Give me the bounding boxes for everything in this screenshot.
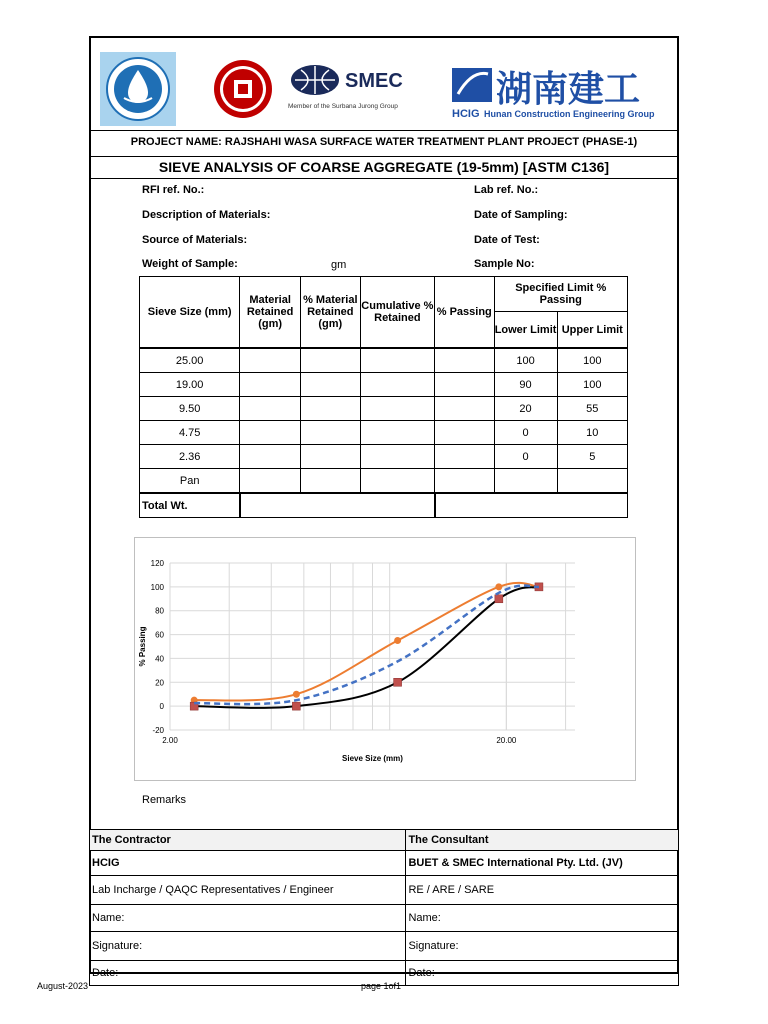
data-point — [394, 637, 401, 644]
table-row — [140, 445, 628, 469]
gradation-chart-svg — [135, 538, 635, 780]
header-specified-limit: Specified Limit % Passing — [494, 277, 627, 312]
table-row — [140, 421, 628, 445]
lower-limit-cell — [494, 469, 557, 494]
smec-logo — [287, 62, 412, 112]
hcig-logo — [450, 64, 662, 120]
upper-limit-cell: 100 — [557, 348, 627, 373]
table-row — [140, 397, 628, 421]
weight-of-sample-label: Weight of Sample: — [142, 258, 238, 270]
upper-limit-cell: 100 — [557, 373, 627, 397]
hcig-abbr: HCIG — [452, 108, 480, 120]
remarks-label: Remarks — [142, 794, 187, 806]
upper-limit-cell: 55 — [557, 397, 627, 421]
lower-limit-cell: 0 — [494, 445, 557, 469]
page-title: SIEVE ANALYSIS OF COARSE AGGREGATE (19-5mm) [ASTM C136] — [158, 159, 610, 175]
consultant-role: RE / ARE / SARE — [406, 876, 679, 905]
hcig-full-name: Hunan Construction Engineering Group — [484, 109, 655, 119]
x-tick-label: 2.00 — [162, 736, 178, 745]
project-name: PROJECT NAME: RAJSHAHI WASA SURFACE WATER TREATMENT PLANT PROJECT (PHASE-1) — [130, 136, 638, 148]
contractor-name-field: Name: — [90, 905, 406, 932]
y-tick-label: 20 — [155, 678, 164, 688]
signoff-table — [89, 829, 679, 986]
consultant-heading: The Consultant — [406, 830, 679, 851]
contractor-date-field: Date: — [90, 961, 406, 986]
buet-logo — [212, 58, 274, 120]
lower-limit-cell: 0 — [494, 421, 557, 445]
gradation-chart — [134, 537, 636, 781]
contractor-heading: The Contractor — [90, 830, 406, 851]
total-weight-value — [240, 493, 435, 518]
date-of-sampling-label: Date of Sampling: — [474, 209, 568, 221]
x-tick-label: 20.00 — [496, 736, 517, 745]
sieve-size-cell: 4.75 — [140, 421, 240, 445]
hcig-chinese-name: 湖南建工 — [496, 69, 641, 110]
y-tick-label: 60 — [155, 630, 164, 640]
sieve-size-cell: 19.00 — [140, 373, 240, 397]
consultant-name-field: Name: — [406, 905, 679, 932]
y-tick-label: 80 — [155, 606, 164, 616]
source-label: Source of Materials: — [142, 234, 248, 246]
smec-wordmark: SMEC — [345, 70, 403, 92]
data-point — [293, 691, 300, 698]
contractor-signature-field: Signature: — [90, 932, 406, 961]
lower-limit-cell: 90 — [494, 373, 557, 397]
table-row — [140, 348, 628, 373]
upper-limit-cell: 10 — [557, 421, 627, 445]
upper-limit-cell — [557, 469, 627, 494]
consultant-date-field: Date: — [406, 961, 679, 986]
table-row — [140, 373, 628, 397]
lab-ref-label: Lab ref. No.: — [474, 184, 539, 196]
upper-limit-cell: 5 — [557, 445, 627, 469]
data-point — [495, 595, 503, 603]
series-line — [194, 583, 539, 701]
footer-date: August-2023 — [37, 981, 89, 991]
header-sieve-size: Sieve Size (mm) — [140, 277, 240, 349]
smec-tagline: Member of the Surbana Jurong Group — [288, 103, 398, 110]
y-tick-label: 0 — [159, 702, 164, 712]
table-row — [140, 469, 628, 494]
data-point — [495, 583, 502, 590]
total-blank — [435, 493, 628, 518]
header-pct-passing: % Passing — [435, 277, 495, 349]
sieve-size-cell: Pan — [140, 469, 240, 494]
sample-no-label: Sample No: — [474, 258, 535, 270]
rfi-ref-label: RFI ref. No.: — [142, 184, 205, 196]
y-tick-label: -20 — [152, 726, 164, 735]
sieve-size-cell: 9.50 — [140, 397, 240, 421]
header-material-retained: Material Retained (gm) — [240, 277, 301, 349]
series-line — [194, 586, 539, 705]
consultant-signature-field: Signature: — [406, 932, 679, 961]
total-row — [140, 493, 628, 518]
lower-limit-cell: 20 — [494, 397, 557, 421]
consultant-name: BUET & SMEC International Pty. Ltd. (JV) — [406, 851, 679, 876]
header-lower-limit: Lower Limit — [494, 312, 557, 348]
footer-page: page 1of1 — [361, 981, 402, 991]
total-weight-label: Total Wt. — [140, 493, 240, 518]
sieve-size-cell: 2.36 — [140, 445, 240, 469]
contractor-role: Lab Incharge / QAQC Representatives / Engineer — [90, 876, 406, 905]
y-tick-label: 120 — [150, 559, 164, 568]
header-pct-material-retained: % Material Retained (gm) — [300, 277, 360, 349]
y-tick-label: 40 — [155, 654, 164, 664]
lower-limit-cell: 100 — [494, 348, 557, 373]
y-axis-label: % Passing — [138, 626, 147, 667]
sieve-size-cell: 25.00 — [140, 348, 240, 373]
y-tick-label: 100 — [150, 582, 164, 592]
data-point — [394, 678, 402, 686]
header-cumulative-retained: Cumulative % Retained — [360, 277, 434, 349]
header-upper-limit: Upper Limit — [557, 312, 627, 348]
rajshahi-wasa-logo — [100, 52, 176, 126]
description-label: Description of Materials: — [142, 209, 271, 221]
x-axis-label: Sieve Size (mm) — [342, 754, 403, 763]
weight-unit: gm — [331, 259, 347, 271]
contractor-name: HCIG — [90, 851, 406, 876]
series-line — [194, 587, 539, 708]
data-point — [292, 702, 300, 710]
date-of-test-label: Date of Test: — [474, 234, 540, 246]
sieve-table — [139, 276, 628, 518]
